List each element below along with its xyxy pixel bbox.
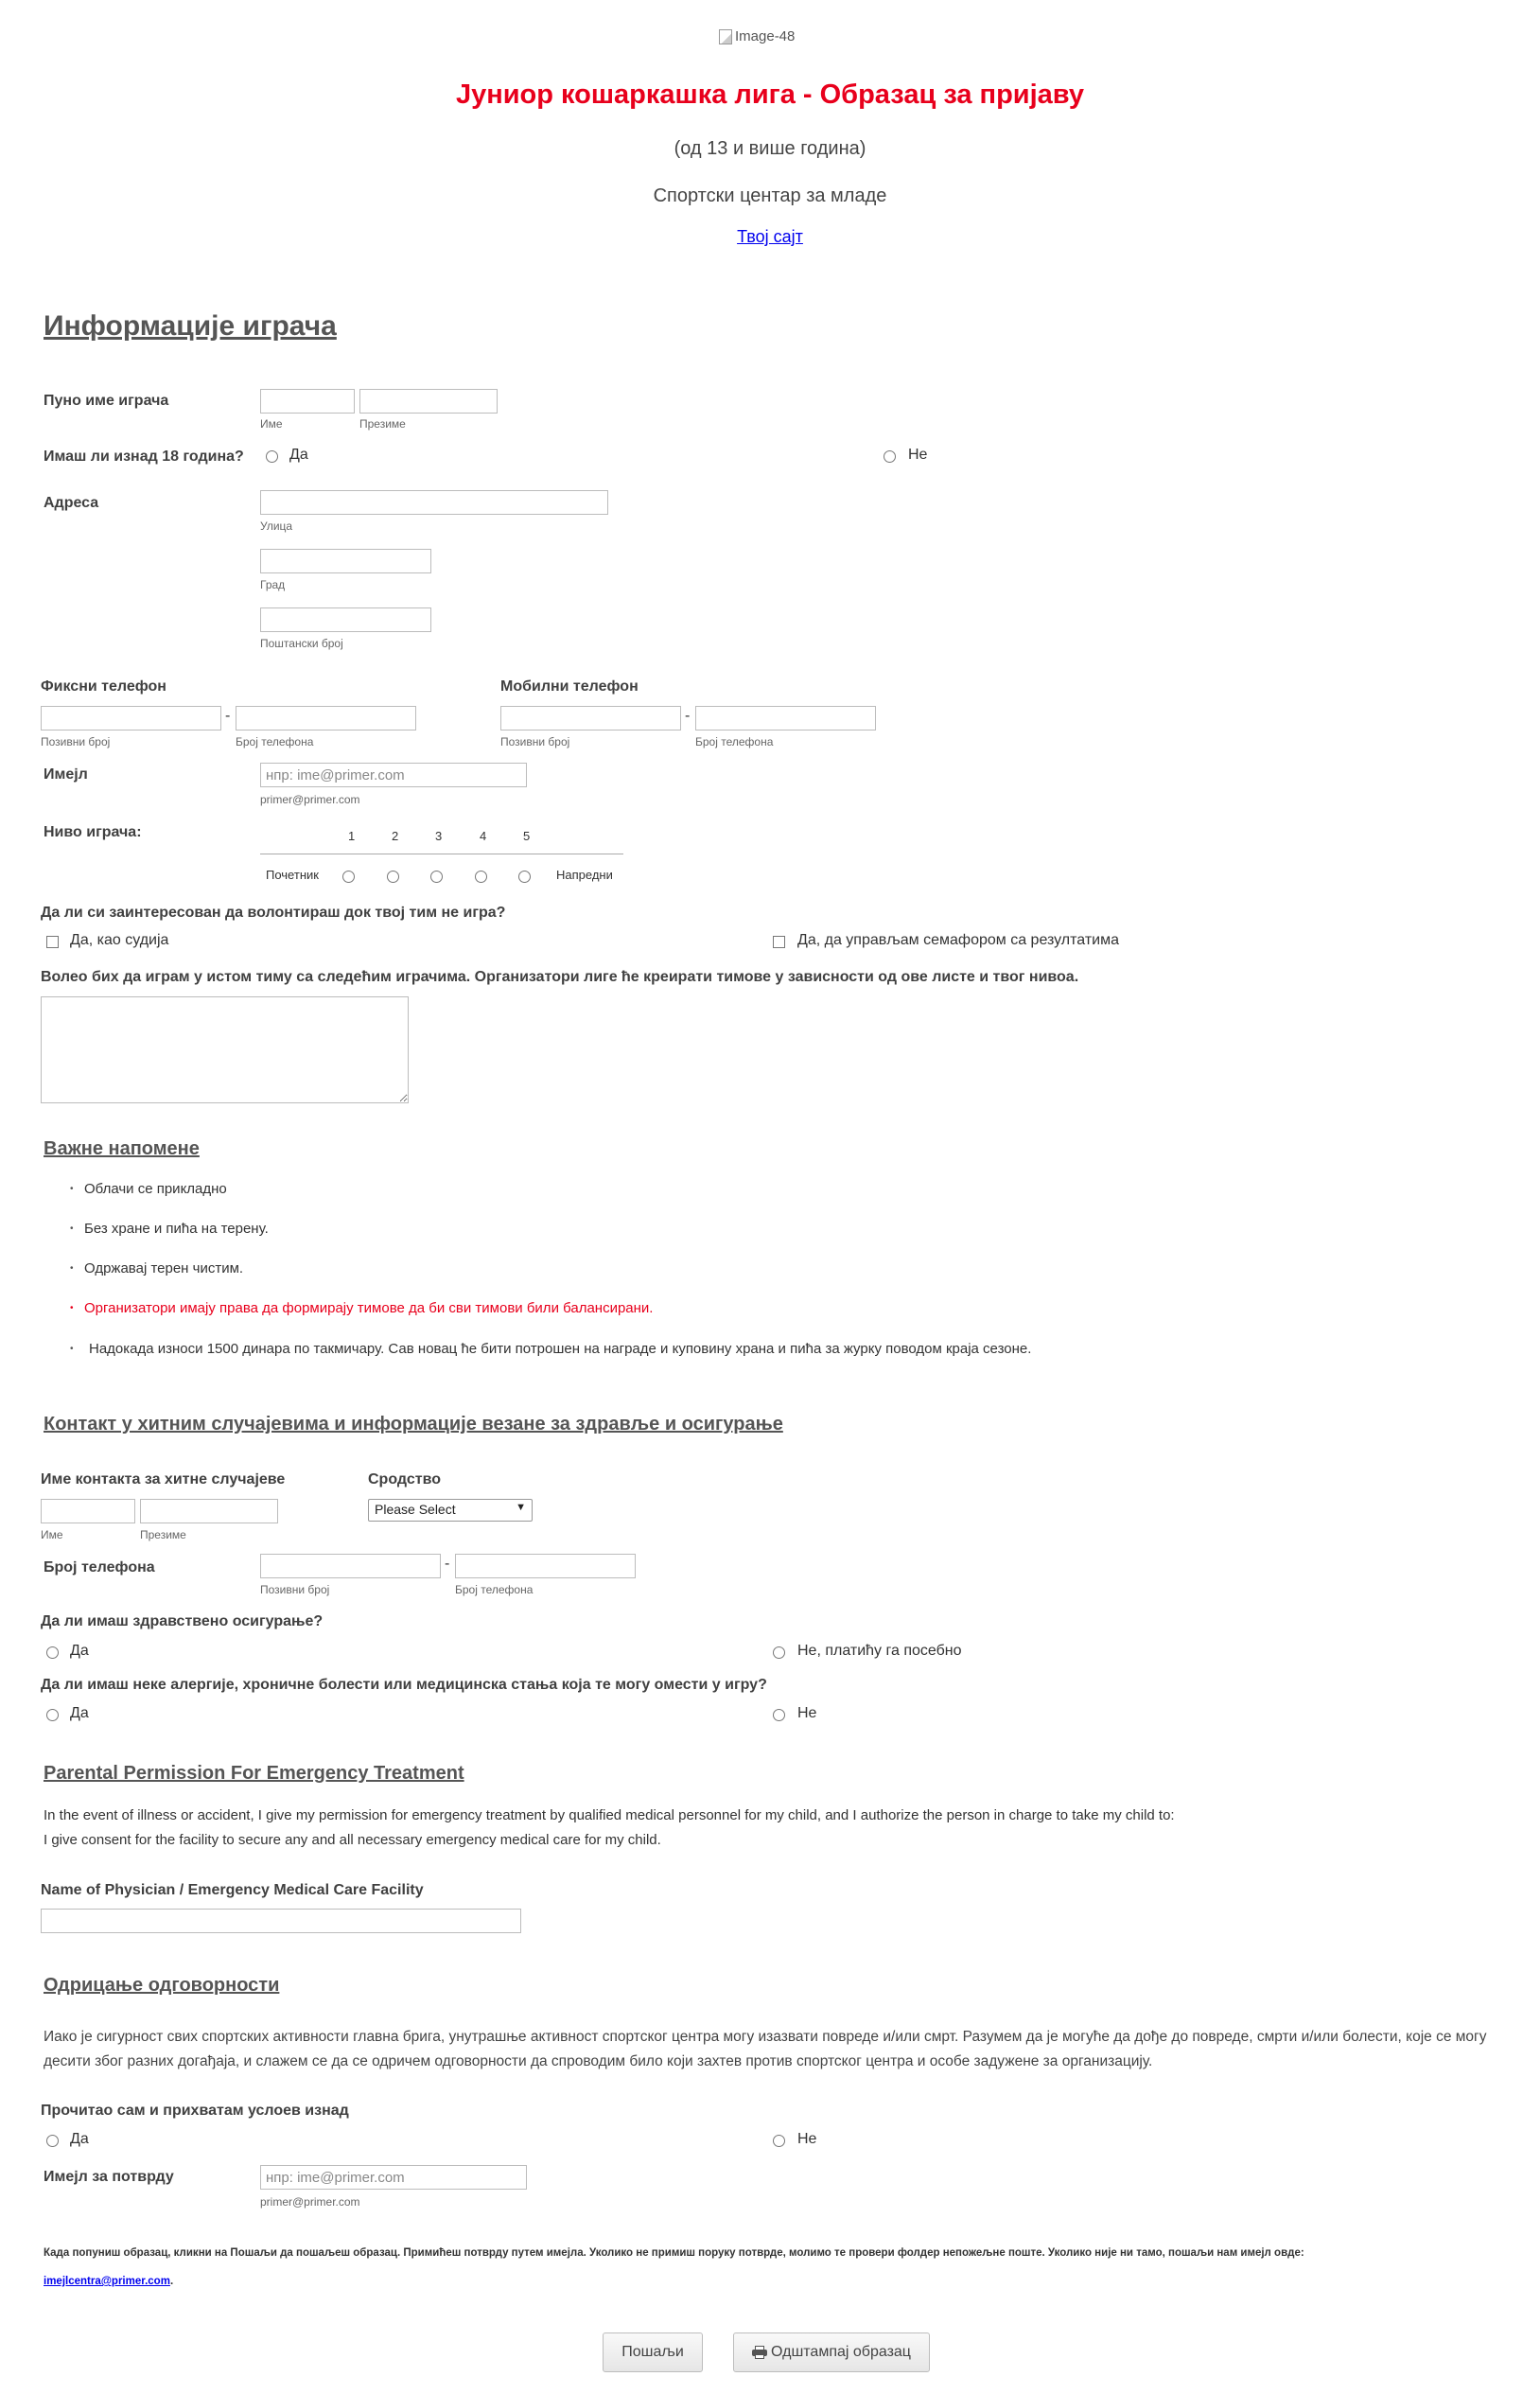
level-number: 4	[480, 829, 487, 843]
allergy-yes-radio[interactable]	[46, 1709, 59, 1721]
emergency-area-sublabel: Позивни број	[260, 1583, 330, 1596]
emergency-number-input[interactable]	[455, 1554, 636, 1578]
volunteer-referee-label: Да, као судија	[70, 932, 169, 948]
accept-no-label: Не	[797, 2131, 817, 2147]
website-link[interactable]: Твој сајт	[737, 227, 803, 246]
printer-icon	[752, 2346, 767, 2359]
submit-button[interactable]	[603, 2332, 703, 2372]
level-2-radio[interactable]	[387, 871, 399, 883]
broken-image-icon	[719, 29, 732, 44]
note-bullet: •	[70, 1184, 74, 1194]
footer-email-line	[44, 2276, 173, 2287]
note-bullet: •	[70, 1263, 74, 1274]
allergy-label: Да ли имаш неке алергије, хроничне болести или медицинска стања која те могу омести у игру?	[41, 1677, 767, 1693]
last-name-sublabel: Презиме	[359, 417, 406, 431]
player-last-name-input[interactable]	[359, 389, 498, 414]
form-title: Јуниор кошаркашка лига - Образац за пријаву	[455, 79, 1085, 110]
city-input[interactable]	[260, 549, 431, 573]
level-number: 3	[435, 829, 443, 843]
note-item-important: Организатори имају права да формирају тимове да би сви тимови били балансирани.	[84, 1300, 654, 1316]
emergency-last-name-sublabel: Презиме	[140, 1528, 186, 1541]
accept-no-radio[interactable]	[773, 2135, 785, 2147]
insurance-yes-radio[interactable]	[46, 1646, 59, 1659]
landline-number-input[interactable]	[236, 706, 416, 731]
mobile-area-sublabel: Позивни број	[500, 735, 570, 748]
relation-select-value: Please Select	[375, 1502, 456, 1517]
landline-number-sublabel: Број телефона	[236, 735, 314, 748]
emergency-contact-label: Име контакта за хитне случајеве	[41, 1471, 286, 1487]
level-max-label: Напредни	[556, 868, 613, 882]
note-bullet: •	[70, 1223, 74, 1234]
email-sublabel: primer@primer.com	[260, 793, 360, 806]
level-1-radio[interactable]	[342, 871, 355, 883]
print-button[interactable]	[733, 2332, 930, 2372]
landline-area-input[interactable]	[41, 706, 221, 731]
section-title-waiver: Одрицање одговорности	[44, 1975, 280, 1996]
note-item: Облачи се прикладно	[84, 1181, 227, 1197]
address-label: Адреса	[44, 495, 99, 511]
emergency-phone-dash: -	[445, 1556, 450, 1572]
zip-sublabel: Поштански број	[260, 637, 343, 650]
relation-label: Сродство	[368, 1471, 441, 1487]
note-item: Без хране и пића на терену.	[84, 1221, 269, 1237]
level-number: 5	[523, 829, 531, 843]
print-button-label: Одштампај образац	[771, 2344, 911, 2360]
zip-input[interactable]	[260, 607, 431, 632]
player-first-name-input[interactable]	[260, 389, 355, 414]
over18-no-radio[interactable]	[884, 450, 896, 463]
header-image	[719, 28, 795, 44]
note-bullet: •	[70, 1303, 74, 1313]
level-label: Ниво играча:	[44, 824, 142, 840]
email-label: Имејл	[44, 766, 88, 783]
confirm-email-sublabel: primer@primer.com	[260, 2195, 360, 2209]
teammates-label: Волео бих да играм у истом тиму са следећим играчима. Организатори лиге ће креирати тимове у зависности од ове листе и твог нивоа.	[41, 969, 1079, 985]
chevron-down-icon: ▼	[516, 1502, 526, 1513]
relation-select[interactable]	[368, 1499, 533, 1522]
confirm-email-input[interactable]	[260, 2165, 527, 2190]
landline-area-sublabel: Позивни број	[41, 735, 111, 748]
footer-period: .	[169, 2276, 174, 2287]
physician-label: Name of Physician / Emergency Medical Care Facility	[41, 1882, 424, 1898]
allergy-no-label: Не	[797, 1705, 817, 1721]
section-title-parental-permission: Parental Permission For Emergency Treatment	[44, 1763, 464, 1784]
submit-button-label: Пошаљи	[621, 2344, 684, 2360]
emergency-last-name-input[interactable]	[140, 1499, 278, 1523]
confirm-email-label: Имејл за потврду	[44, 2169, 174, 2185]
landline-dash: -	[225, 708, 231, 724]
insurance-label: Да ли имаш здравствено осигурање?	[41, 1613, 324, 1629]
emergency-first-name-sublabel: Име	[41, 1528, 63, 1541]
section-title-player-info: Информације играча	[44, 310, 337, 342]
emergency-area-input[interactable]	[260, 1554, 441, 1578]
over18-yes-label: Да	[289, 447, 308, 463]
level-3-radio[interactable]	[430, 871, 443, 883]
waiver-text: Иако је сигурност свих спортских активности главна брига, унутрашње активност спортског центра могу изазвати повреде и/или смрт. Разумем да је могуће да дође до повреде, смрти и/или болести, које се могу десити због разних догађаја, и слажем се да се одричем одговорности да спроводим било који захтев против спортског центра и особе задужене за организацију.	[44, 2029, 1487, 2069]
emergency-first-name-input[interactable]	[41, 1499, 135, 1523]
mobile-area-input[interactable]	[500, 706, 681, 731]
accept-yes-radio[interactable]	[46, 2135, 59, 2147]
level-number: 2	[392, 829, 399, 843]
street-input[interactable]	[260, 490, 608, 515]
note-item: Одржавај терен чистим.	[84, 1260, 244, 1276]
full-name-label: Пуно име играча	[44, 393, 169, 409]
section-title-emergency: Контакт у хитним случајевима и информације везане за здравље и осигурање	[44, 1414, 783, 1435]
form-subtitle: (од 13 и више година)	[674, 138, 866, 159]
insurance-no-radio[interactable]	[773, 1646, 785, 1659]
allergy-yes-label: Да	[70, 1705, 89, 1721]
email-input[interactable]	[260, 763, 527, 787]
footer-note: Када попуниш образац, кликни на Пошаљи да пошаљеш образац. Примићеш потврду путем имејла. Уколико не примиш поруку потврде, молимо те провери фолдер непожељне поште. Уколико није ни тамо, пошаљи нам имејл овде:	[44, 2247, 1304, 2259]
first-name-sublabel: Име	[260, 417, 283, 431]
mobile-number-sublabel: Број телефона	[695, 735, 774, 748]
note-item: Надокада износи 1500 динара по такмичару. Сав новац ће бити потрошен на награде и куповину храна и пића за журку поводом краја сезоне.	[89, 1341, 1032, 1357]
accept-yes-label: Да	[70, 2131, 89, 2147]
level-number: 1	[348, 829, 356, 843]
street-sublabel: Улица	[260, 519, 293, 533]
emergency-number-sublabel: Број телефона	[455, 1583, 534, 1596]
mobile-number-input[interactable]	[695, 706, 876, 731]
over18-no-label: Не	[908, 447, 928, 463]
teammates-textarea[interactable]	[41, 996, 409, 1103]
level-4-radio[interactable]	[475, 871, 487, 883]
volunteer-scoreboard-checkbox[interactable]	[773, 936, 785, 948]
organization-name: Спортски центар за младе	[653, 185, 887, 206]
allergy-no-radio[interactable]	[773, 1709, 785, 1721]
physician-input[interactable]	[41, 1909, 521, 1933]
section-title-notes: Важне напомене	[44, 1138, 200, 1159]
note-bullet: •	[70, 1344, 74, 1354]
landline-label: Фиксни телефон	[41, 678, 166, 695]
permission-text-line1: In the event of illness or accident, I give my permission for emergency treatment by qualified medical personnel for my child, and I authorize the person in charge to take my child to:	[44, 1807, 1175, 1823]
over18-yes-radio[interactable]	[266, 450, 278, 463]
volunteer-label: Да ли си заинтересован да волонтираш док твој тим не игра?	[41, 905, 506, 921]
permission-text-line2: I give consent for the facility to secure any and all necessary emergency medical care for my child.	[44, 1832, 661, 1848]
city-sublabel: Град	[260, 578, 286, 591]
level-5-radio[interactable]	[518, 871, 531, 883]
accept-terms-label: Прочитао сам и прихватам услоев изнад	[41, 2103, 349, 2119]
mobile-label: Мобилни телефон	[500, 678, 639, 695]
over18-label: Имаш ли изнад 18 година?	[44, 449, 244, 465]
volunteer-scoreboard-label: Да, да управљам семафором са резултатима	[797, 932, 1119, 948]
insurance-no-label: Не, платићу га посебно	[797, 1643, 962, 1659]
level-min-label: Почетник	[266, 868, 319, 882]
insurance-yes-label: Да	[70, 1643, 89, 1659]
contact-email-link[interactable]: imejlcentra@primer.com	[44, 2276, 170, 2287]
emergency-phone-label: Број телефона	[44, 1559, 155, 1575]
volunteer-referee-checkbox[interactable]	[46, 936, 59, 948]
mobile-dash: -	[685, 708, 691, 724]
header-image-alt: Image-48	[735, 28, 796, 44]
